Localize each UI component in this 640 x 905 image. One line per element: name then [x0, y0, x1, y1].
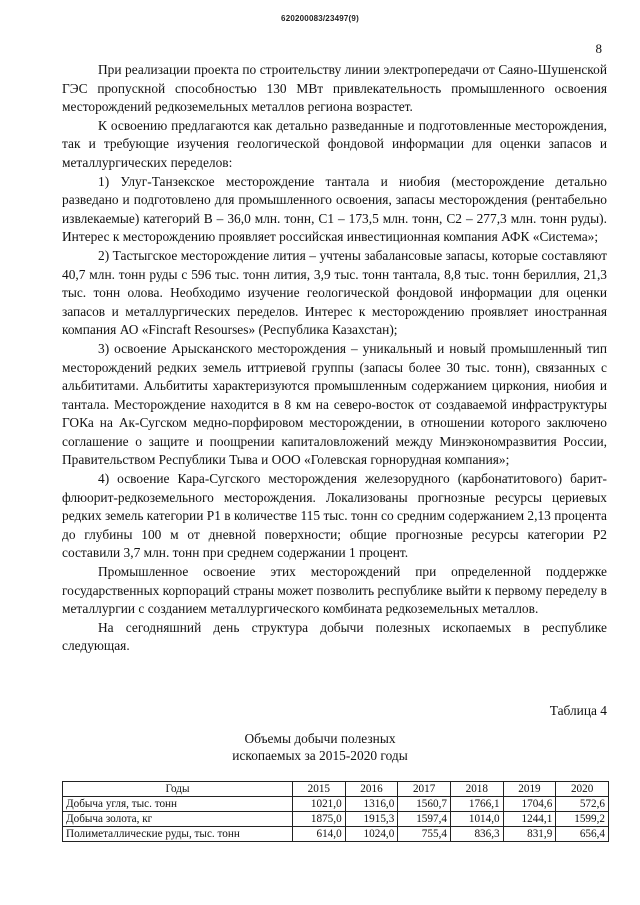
table-header-row — [63, 782, 609, 797]
table-row — [63, 827, 609, 842]
page-number: 8 — [595, 41, 602, 56]
paragraph: 3) освоение Арысканского месторождения – уникальный и новый промышленный тип месторождений редких земель иттриевой группы (запасы более 30 тыс. тонн), связанных с альбититами. Альбититы характеризуются промышленным содержанием циркония, ниобия и тантала. Месторождение находится в 8 км на северо-восток от создаваемой инфраструктуры ГОКа на Ак-Сугском медно-порфировом месторождении, в отношении которого заключено соглашение о защите и поощрении капиталовложений между Минэкономразвития России, Правительством Республики Тыва и ООО «Голевская горнорудная компания»; — [62, 340, 607, 468]
header-cell-year: 2015 — [293, 782, 346, 797]
header-cell-year: 2020 — [556, 782, 609, 797]
row-label: Добыча угля, тыс. тонн — [63, 797, 293, 812]
table-cell: 1704,6 — [503, 797, 556, 812]
paragraph: К освоению предлагаются как детально разведанные и подготовленные месторождения, так и требующие изучения геологической фондовой информации для оценки запасов и металлургических переделов: — [62, 117, 607, 170]
table-caption-line: Объемы добычи полезных — [244, 731, 396, 746]
table-cell: 1915,3 — [345, 812, 398, 827]
table-cell: 1766,1 — [450, 797, 503, 812]
table-cell: 1560,7 — [398, 797, 451, 812]
table-cell: 755,4 — [398, 827, 451, 842]
table-label: Таблица 4 — [549, 703, 607, 718]
body-text — [62, 61, 607, 656]
row-label: Полиметаллические руды, тыс. тонн — [63, 827, 293, 842]
table-cell: 1316,0 — [345, 797, 398, 812]
table-cell: 1014,0 — [450, 812, 503, 827]
row-label: Добыча золота, кг — [63, 812, 293, 827]
paragraph: 1) Улуг-Танзекское месторождение тантала и ниобия (месторождение детально разведано и подготовлено для промышленного освоения, запасы месторождения (рентабельно извлекаемые) категорий В – 36,0 млн. тонн, С1 – 173,5 млн. тонн, С2 – 277,3 млн. тонн руды). Интерес к месторождению проявляет российская инвестиционная компания АФК «Система»; — [62, 173, 607, 245]
table-cell: 1597,4 — [398, 812, 451, 827]
header-cell-year: 2017 — [398, 782, 451, 797]
document-id: 620200083/23497(9) — [281, 14, 359, 23]
header-cell-year: 2016 — [345, 782, 398, 797]
table-caption-line: ископаемых за 2015-2020 годы — [232, 748, 408, 763]
paragraph: При реализации проекта по строительству линии электропередачи от Саяно-Шушенской ГЭС пропускной способностью 130 МВт привлекательность промышленного освоения месторождений редкоземельных металлов региона возрастет. — [62, 62, 607, 115]
paragraph: Промышленное освоение этих месторождений при определенной поддержке государственных корпораций страны может позволить республике выйти к первому переделу в металлургии с созданием металлургического комбината редкоземельных металлов. — [62, 564, 607, 617]
header-cell-year: 2018 — [450, 782, 503, 797]
table-caption — [0, 730, 640, 764]
paragraph: 2) Тастыгское месторождение лития – учтены забалансовые запасы, которые составляют 40,7 млн. тонн руды с 596 тыс. тонн лития, 3,9 тыс. тонн тантала, 8,8 тыс. тонн бериллия, 21,3 тыс. тонн олова. Необходимо изучение геологической фондовой информации для оценки запасов и металлургических переделов. Интерес к месторождению проявляет иностранная компания АО «Fincraft Resourses» (Республика Казахстан); — [62, 247, 607, 338]
table-cell: 1244,1 — [503, 812, 556, 827]
table-cell: 614,0 — [293, 827, 346, 842]
table-cell: 572,6 — [556, 797, 609, 812]
paragraph: На сегодняшний день структура добычи полезных ископаемых в республике следующая. — [62, 619, 607, 654]
table-row — [63, 797, 609, 812]
header-cell-year: 2019 — [503, 782, 556, 797]
paragraph: 4) освоение Кара-Сугского месторождения железорудного (карбонатитового) барит-флюорит-редкоземельного месторождения. Локализованы прогнозные ресурсы цериевых редких земель категории Р1 в количестве 115 тыс. тонн со средним содержанием 2,13 процента до глубины 100 м от дневной поверхности; общие прогнозные ресурсы категории Р2 составили 3,7 млн. тонн при среднем содержании 1 процент. — [62, 471, 607, 561]
table-cell: 1024,0 — [345, 827, 398, 842]
table-cell: 1875,0 — [293, 812, 346, 827]
production-table — [62, 781, 609, 842]
table-cell: 656,4 — [556, 827, 609, 842]
table-cell: 836,3 — [450, 827, 503, 842]
table-cell: 831,9 — [503, 827, 556, 842]
table-cell: 1021,0 — [293, 797, 346, 812]
header-cell-years: Годы — [63, 782, 293, 797]
table-row — [63, 812, 609, 827]
table-cell: 1599,2 — [556, 812, 609, 827]
